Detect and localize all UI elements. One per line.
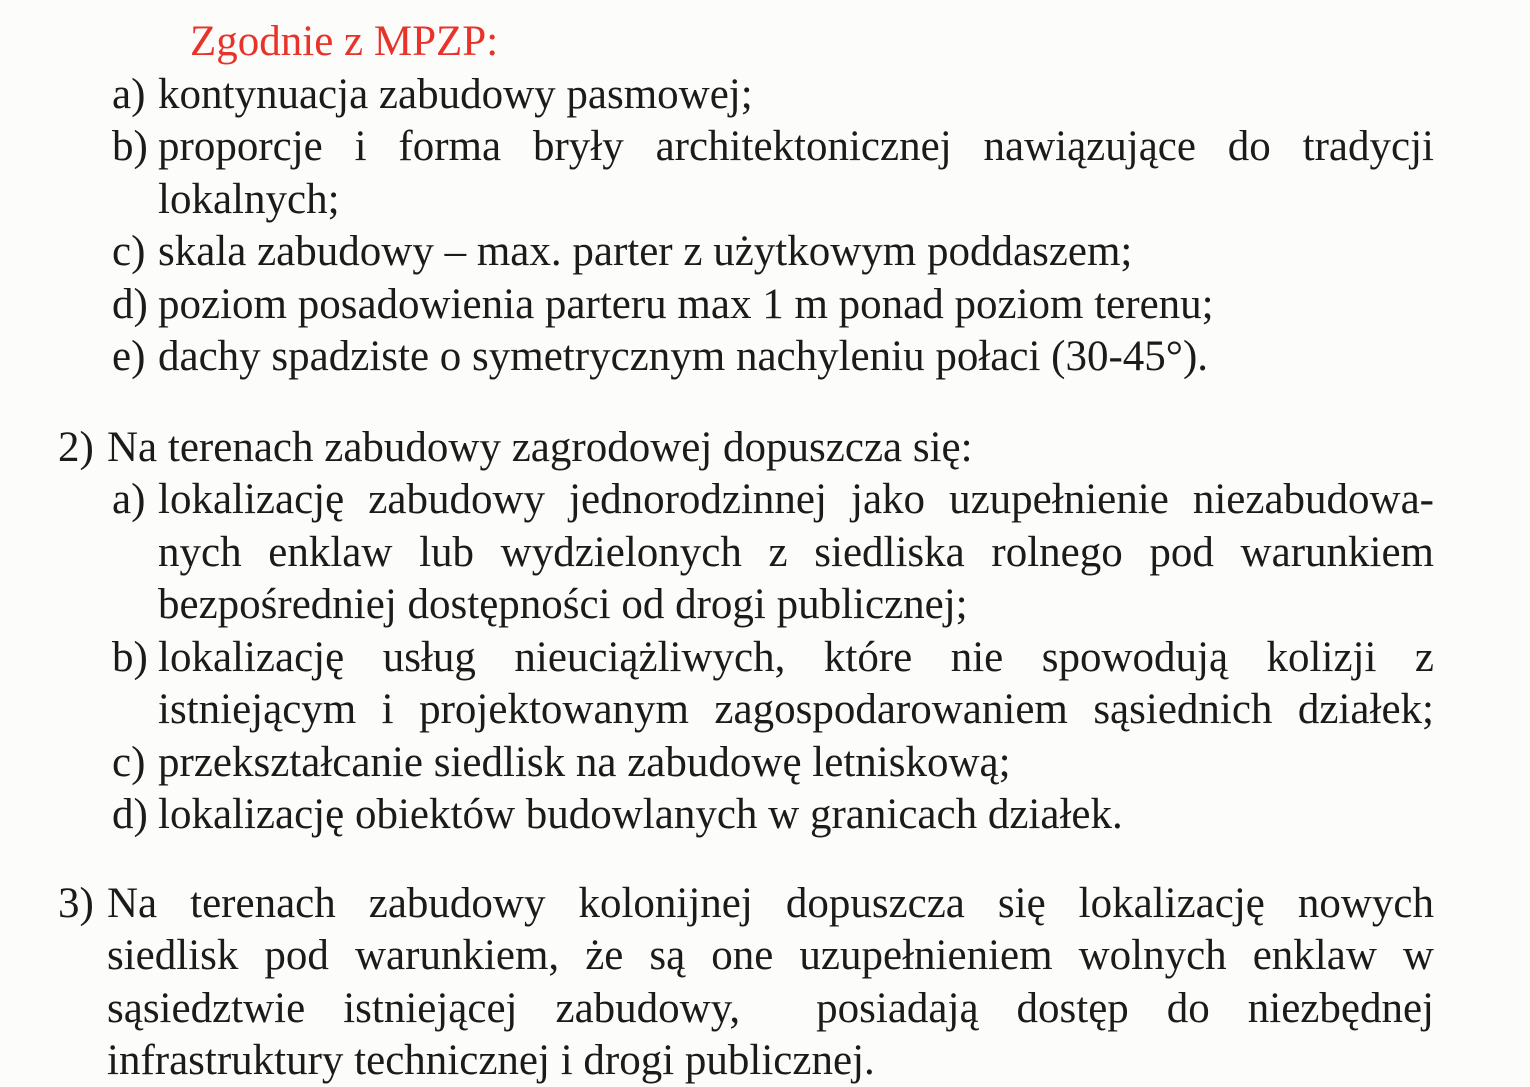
list1-item-c [112, 226, 1434, 279]
item-text-line: lokalizację usług nieuciążliwych, które nie spowodują kolizji z [158, 633, 1434, 681]
list-section-2 [0, 422, 1530, 842]
list2-item-b [112, 632, 1434, 737]
item-text-line: kontynuacja zabudowy pasmowej; [158, 70, 753, 118]
item-text-line: poziom posadowienia parteru max 1 m ponad poziom terenu; [158, 280, 1214, 328]
item-text-line: przekształcanie siedlisk na zabudowę letniskową; [158, 738, 1011, 786]
item-text-line: lokalizację obiektów budowlanych w granicach działek. [158, 791, 1123, 838]
item-text-line: skala zabudowy – max. parter z użytkowym poddaszem; [158, 228, 1133, 275]
list-section-1 [0, 69, 1530, 384]
item-marker: c) [112, 738, 146, 786]
item-marker: c) [112, 228, 146, 275]
list2-item-d [112, 789, 1434, 842]
item-marker: a) [112, 476, 146, 523]
item-marker: b) [112, 123, 148, 170]
list2-item-c [112, 737, 1434, 790]
item-text-line: siedlisk pod warunkiem, że są one uzupełnieniem wolnych enklaw w [107, 932, 1434, 979]
item-text-line: lokalnych; [158, 175, 340, 223]
item-marker: d) [112, 280, 148, 328]
list2-item-a [112, 474, 1434, 632]
item-text-line: infrastruktury technicznej i drogi publicznej. [107, 1037, 875, 1084]
item-text-line: nych enklaw lub wydzielonych z siedliska rolnego pod warunkiem [158, 528, 1434, 576]
item-text-line: istniejącym i projektowanym zagospodarowaniem sąsiednich działek; [158, 686, 1434, 733]
item-text-line: lokalizację zabudowy jednorodzinnej jako uzupełnienie niezabudowa- [158, 476, 1434, 523]
item-text-line: sąsiedztwie istniejącej zabudowy, posiadają dostęp do niezbędnej [107, 984, 1434, 1032]
item-marker: b) [112, 633, 148, 681]
list1-item-d [112, 279, 1434, 332]
list1-item-b [112, 121, 1434, 226]
item-marker: a) [112, 70, 146, 118]
list1-item-e [112, 331, 1434, 384]
item-marker: 2) [58, 423, 94, 471]
item-text-line: Na terenach zabudowy zagrodowej dopuszcza się: [107, 423, 973, 471]
section-3-paragraph [58, 878, 1434, 1087]
item-text-line: dachy spadziste o symetrycznym nachyleniu połaci (30-45°). [158, 333, 1209, 380]
item-text-line: bezpośredniej dostępności od drogi publicznej; [158, 581, 968, 628]
item-marker: d) [112, 791, 148, 838]
red-heading: Zgodnie z MPZP: [190, 18, 499, 65]
item-marker: 3) [58, 879, 94, 927]
list1-item-a [112, 69, 1434, 122]
item-text-line: proporcje i forma bryły architektonicznej nawiązujące do tradycji [158, 123, 1434, 170]
item-marker: e) [112, 333, 146, 380]
section2-intro [58, 422, 1434, 475]
item-text-line: Na terenach zabudowy kolonijnej dopuszcza się lokalizację nowych [107, 879, 1434, 927]
